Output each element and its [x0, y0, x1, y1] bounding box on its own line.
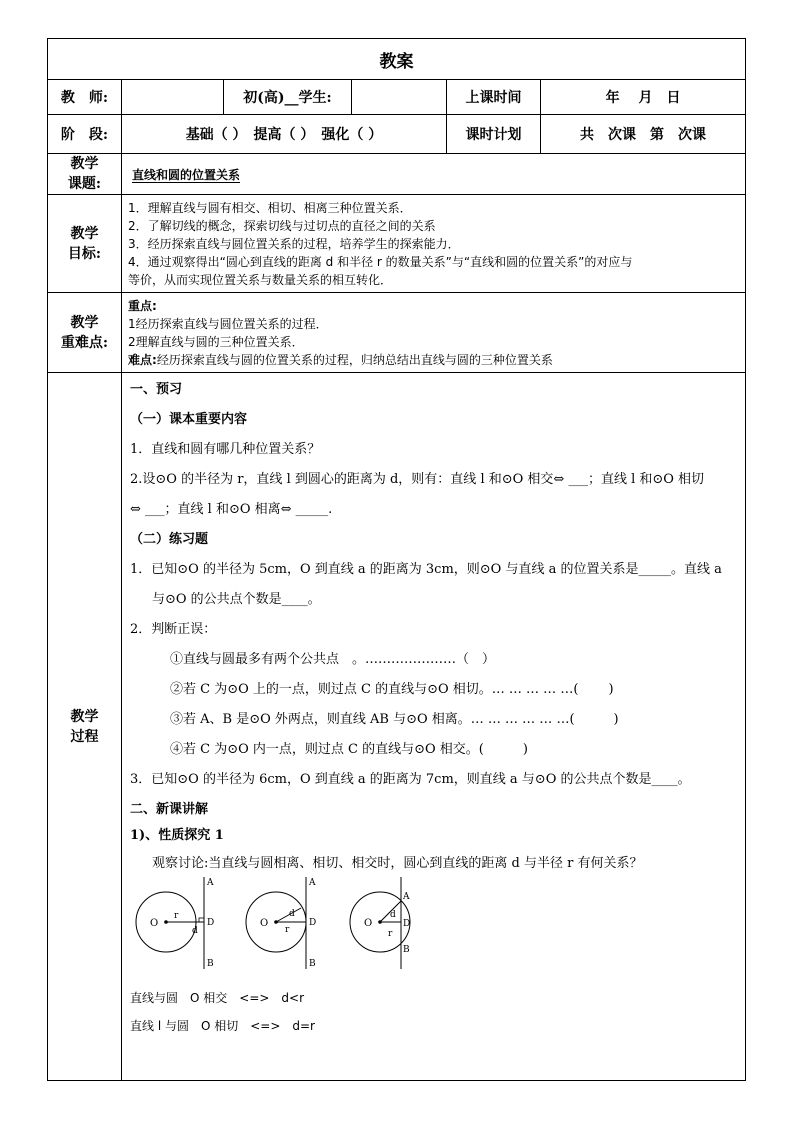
section-new-lesson: 二、新课讲解	[130, 802, 209, 817]
section-preview: 一、预习	[130, 382, 183, 397]
judge-item-4: ④若 C 为⊙O 内一点，则过点 C 的直线与⊙O 相交。( )	[170, 742, 528, 757]
label-dd: D	[309, 918, 317, 928]
exercise-1-line2: 与⊙O 的公共点个数是____。	[152, 592, 321, 607]
stage-label: 阶 段:	[48, 115, 122, 154]
figure-tangent	[246, 877, 316, 969]
label-r: r	[285, 925, 290, 935]
label-b: B	[207, 959, 214, 969]
keypoints-content	[122, 293, 746, 373]
objective-item: 等价，从而实现位置关系与数量关系的相互转化．	[128, 272, 393, 287]
process-label: 教学 过程	[48, 373, 122, 1081]
topic-label: 教学 课题:	[48, 154, 122, 195]
label-a: A	[309, 878, 316, 888]
question-1: 1．直线和圆有哪几种位置关系？	[130, 442, 321, 457]
label-a: A	[207, 878, 214, 888]
lesson-plan-page	[47, 38, 745, 1081]
objective-item: 3．经历探索直线与圆位置关系的过程，培养学生的探索能力．	[128, 236, 460, 251]
judge-item-1: ①直线与圆最多有两个公共点 。…………………（ ）	[170, 652, 496, 667]
section-textbook: （一）课本重要内容	[130, 412, 248, 427]
topic-value: 直线和圆的位置关系	[122, 154, 746, 195]
judge-item-3: ③若 A、B 是⊙O 外两点，则直线 AB 与⊙O 相离。… … … … … …( )	[170, 712, 619, 727]
objective-item: 2．了解切线的概念，探索切线与过切点的直径之间的关系	[128, 218, 436, 233]
process-content	[122, 373, 746, 1081]
label-d: d	[390, 910, 396, 920]
label-r: r	[388, 929, 393, 939]
section-property-1: 1)、性质探究 1	[130, 828, 224, 843]
label-dd: D	[403, 919, 411, 929]
exercise-1-line1: 1．已知⊙O 的半径为 5cm，O 到直线 a 的距离为 3cm，则⊙O 与直线 a 的位置关系是_____。直线 a	[130, 562, 722, 577]
judge-item-2: ②若 C 为⊙O 上的一点，则过点 C 的直线与⊙O 相切。… … … … …( )	[170, 682, 614, 697]
relation-intersect: 直线与圆 O 相交 <=> d<r	[130, 991, 305, 1005]
relation-tangent: 直线 l 与圆 O 相切 <=> d=r	[130, 1019, 315, 1033]
label-o: O	[364, 918, 373, 929]
figure-intersect	[350, 877, 410, 969]
teacher-label: 教 师:	[48, 80, 122, 115]
keypoints-label: 教学 重难点:	[48, 293, 122, 373]
label-d: d	[192, 926, 198, 936]
difficulty-line: 难点:经历探索直线与圆的位置关系的过程，归纳总结出直线与圆的三种位置关系	[128, 352, 553, 367]
section-exercises: （二）练习题	[130, 532, 209, 547]
lesson-plan-table	[47, 38, 746, 1081]
question-2-line1: 2.设⊙O 的半径为 r，直线 l 到圆心的距离为 d，则有：直线 l 和⊙O 相交⇔ ___；直线 l 和⊙O 相切	[130, 472, 705, 487]
page-title: 教案	[48, 39, 746, 80]
label-o: O	[150, 918, 159, 929]
time-value: 年 月 日	[541, 80, 746, 115]
plan-value: 共 次课 第 次课	[541, 115, 746, 154]
circle-line-diagram	[128, 875, 448, 981]
keypoint-item: 2理解直线与圆的三种位置关系．	[128, 334, 304, 349]
plan-label: 课时计划	[447, 115, 541, 154]
label-o: O	[260, 918, 269, 929]
teacher-value	[122, 80, 224, 115]
right-angle-mark	[199, 918, 204, 922]
stage-levels: 基础（ ） 提高（ ） 强化（ ）	[122, 115, 447, 154]
label-r: r	[174, 911, 179, 921]
objective-item: 1．理解直线与圆有相交、相切、相离三种位置关系．	[128, 200, 412, 215]
label-b: B	[309, 959, 316, 969]
objectives-label: 教学 目标:	[48, 195, 122, 293]
label-dd: D	[207, 918, 215, 928]
label-d: d	[289, 909, 295, 919]
keypoints-heading: 重点:	[128, 298, 157, 313]
label-a: A	[403, 892, 410, 902]
label-b: B	[403, 945, 410, 955]
time-label: 上课时间	[447, 80, 541, 115]
objectives-content	[122, 195, 746, 293]
question-2-line2: ⇔ ___；直线 l 和⊙O 相离⇔ _____.	[130, 502, 333, 517]
exercise-2: 2．判断正误：	[130, 622, 217, 637]
grade-label: 初(高)__学生:	[224, 80, 352, 115]
student-value	[352, 80, 447, 115]
exercise-3: 3．已知⊙O 的半径为 6cm，O 到直线 a 的距离为 7cm，则直线 a 与⊙O 的公共点个数是____。	[130, 772, 691, 787]
objective-item: 4．通过观察得出“圆心到直线的距离 d 和半径 r 的数量关系”与“直线和圆的位置关系”的对应与	[128, 254, 633, 269]
keypoint-item: 1经历探索直线与圆位置关系的过程．	[128, 316, 328, 331]
figure-separate	[136, 877, 214, 969]
discussion-prompt: 观察讨论:当直线与圆相离、相切、相交时，圆心到直线的距离 d 与半径 r 有何关系？	[152, 856, 643, 871]
